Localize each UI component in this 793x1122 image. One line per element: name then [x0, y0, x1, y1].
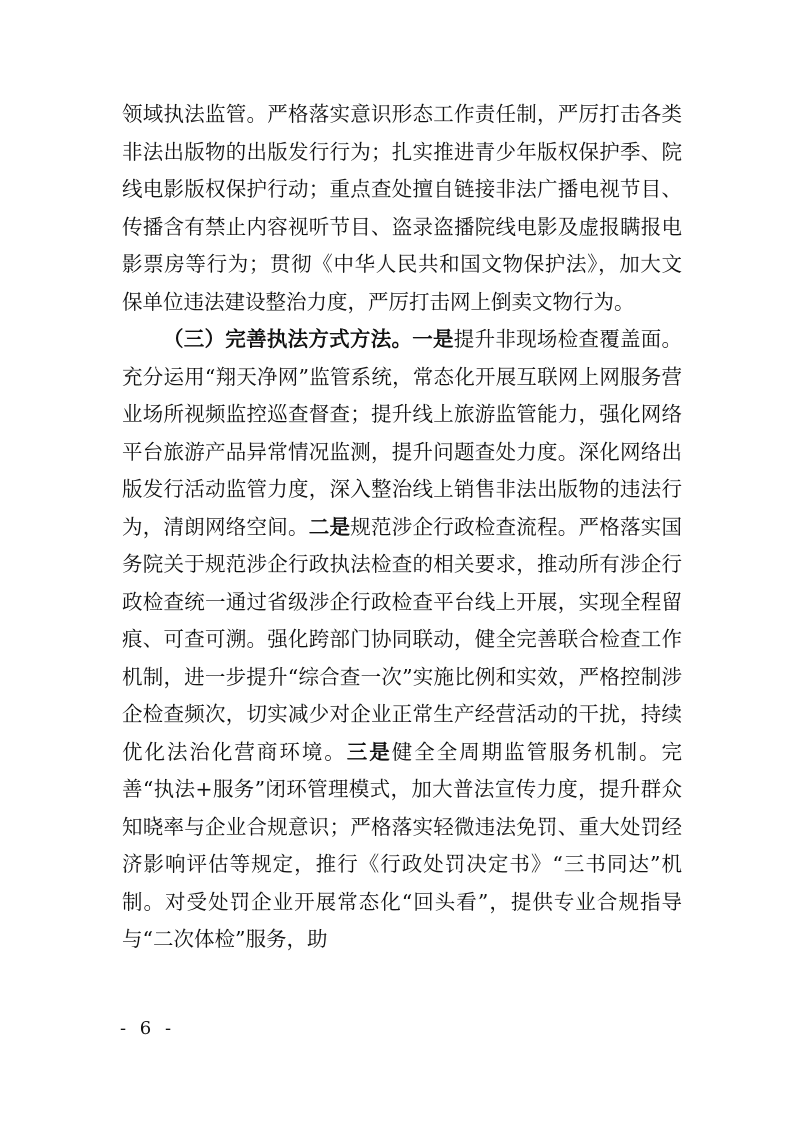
point-3-lead: 三是: [346, 739, 392, 764]
point-1-lead: 一是: [412, 327, 454, 351]
paragraph-1-text: 领域执法监管。严格落实意识形态工作责任制，严厉打击各类非法出版物的出版发行行为；扎实推进青少年版权保护季、院线电影版权保护行动；重点查处擅自链接非法广播电视节目、传播含有禁止内容视听节目、盗录盗播院线电影及虚报瞒报电影票房等行为；贯彻《中华人民共和国文物保护法》，加大文保单位违法建设整治力度，严厉打击网上倒卖文物行为。: [122, 102, 682, 314]
point-2-text: 规范涉企行政检查流程。严格落实国务院关于规范涉企行政执法检查的相关要求，推动所有涉企行政检查统一通过省级涉企行政检查平台线上开展，实现全程留痕、可查可溯。强化跨部门协同联动，健全完善联合检查工作机制，进一步提升“综合查一次”实施比例和实效，严格控制涉企检查频次，切实减少对企业正常生产经营活动的干扰，持续优化法治化营商环境。: [122, 514, 682, 764]
point-1-text: 提升非现场检查覆盖面。充分运用“翔天净网”监管系统，常态化开展互联网上网服务营业场所视频监控巡查督查；提升线上旅游监管能力，强化网络平台旅游产品异常情况监测，提升问题查处力度。深化网络出版发行活动监管力度，深入整治线上销售非法出版物的违法行为，清朗网络空间。: [122, 327, 683, 539]
paragraph-2: [122, 321, 682, 959]
point-2-lead: 二是: [308, 514, 351, 539]
page-number: - 6 -: [120, 1018, 176, 1039]
section-heading: （三）完善执法方式方法。: [163, 327, 413, 351]
point-3-text: 健全全周期监管服务机制。完善“执法+服务”闭环管理模式，加大普法宣传力度，提升群众知晓率与企业合规意识；严格落实轻微违法免罚、重大处罚经济影响评估等规定，推行《行政处罚决定书》“三书同达”机制。对受处罚企业开展常态化“回头看”，提供专业合规指导与“二次体检”服务，助: [122, 739, 683, 951]
paragraph-1: [122, 96, 682, 321]
body-text: [122, 96, 682, 959]
